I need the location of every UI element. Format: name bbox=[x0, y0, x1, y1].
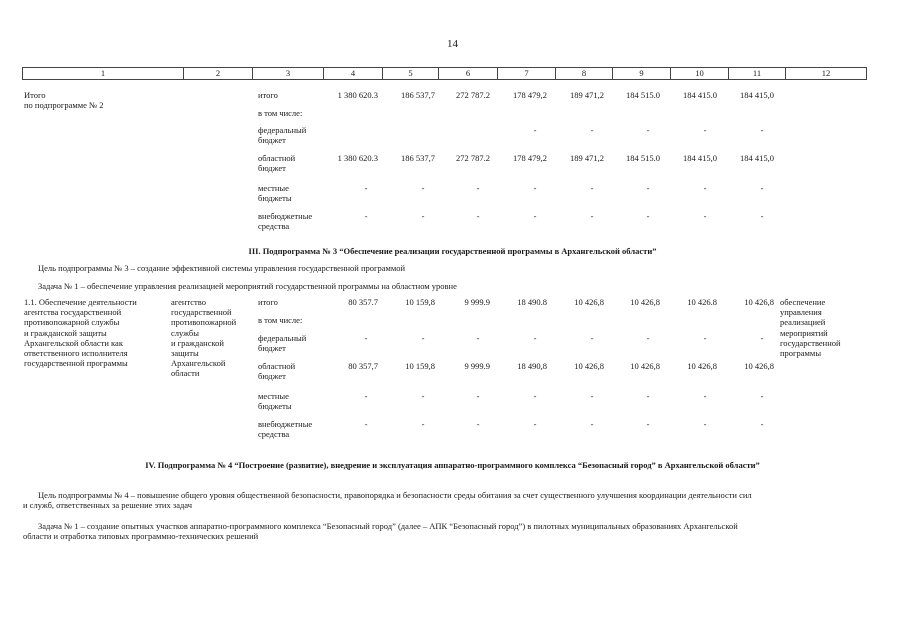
value-cell: 10 159,8 bbox=[405, 297, 435, 307]
value-cell: 18 490.8 bbox=[517, 297, 547, 307]
value-cell: 10 426,8 bbox=[687, 361, 717, 371]
responsible-executor: государственной bbox=[171, 307, 232, 318]
value-cell: - bbox=[703, 419, 707, 429]
expected-result: управления bbox=[780, 307, 822, 318]
row-label: бюджеты bbox=[258, 401, 292, 411]
value-cell: 10 159,8 bbox=[405, 361, 435, 371]
subprogram-4-goal-line-1: Цель подпрограммы № 4 – повышение общего уровня общественной безопасности, правопорядка и безопасности среды обитания за счет существенного улучшения координации деятельности сил bbox=[38, 490, 752, 500]
row-label: в том числе: bbox=[258, 108, 303, 118]
responsible-executor: защиты bbox=[171, 348, 199, 358]
value-cell: - bbox=[703, 333, 707, 343]
value-cell: 184 415.0 bbox=[683, 90, 717, 100]
value-cell: - bbox=[533, 391, 537, 401]
expected-result: обеспечение bbox=[780, 297, 826, 307]
activity-name: ответственного исполнителя bbox=[24, 348, 128, 358]
subprogram-4-goal-line-2: и служб, ответственных за решение этих задач bbox=[23, 500, 193, 510]
subprogram-3-heading: III. Подпрограмма № 3 “Обеспечение реализации государственной программы в Архангельской области” bbox=[248, 246, 657, 256]
value-cell: 184 415,0 bbox=[740, 90, 774, 100]
activity-name: государственной программы bbox=[24, 358, 128, 369]
value-cell: 189 471,2 bbox=[570, 153, 604, 163]
column-number-11: 11 bbox=[729, 68, 786, 80]
value-cell: - bbox=[533, 419, 537, 429]
responsible-executor: и гражданской bbox=[171, 337, 224, 348]
value-cell: 178 479,2 bbox=[513, 153, 547, 163]
column-number-9: 9 bbox=[613, 68, 671, 80]
value-cell: - bbox=[476, 211, 480, 221]
value-cell: - bbox=[364, 183, 368, 193]
value-cell: 80 357.7 bbox=[348, 297, 378, 307]
value-cell: - bbox=[364, 333, 368, 343]
row-label: в том числе: bbox=[258, 315, 303, 325]
value-cell: - bbox=[364, 419, 368, 429]
column-number-2: 2 bbox=[184, 68, 253, 80]
value-cell: - bbox=[703, 183, 707, 193]
value-cell: - bbox=[476, 183, 480, 193]
value-cell: 184 415,0 bbox=[683, 153, 717, 163]
row-label: бюджет bbox=[258, 135, 286, 145]
column-number-3: 3 bbox=[253, 68, 324, 80]
column-number-8: 8 bbox=[556, 68, 613, 80]
value-cell: - bbox=[533, 333, 537, 343]
value-cell: - bbox=[590, 125, 594, 135]
value-cell: - bbox=[421, 333, 425, 343]
row-label: внебюджетные bbox=[258, 211, 313, 221]
value-cell: - bbox=[760, 125, 764, 135]
value-cell: 10 426,8 bbox=[630, 361, 660, 371]
value-cell: - bbox=[760, 333, 764, 343]
value-cell: - bbox=[760, 419, 764, 429]
value-cell: 9 999.9 bbox=[464, 361, 490, 371]
expected-result: государственной bbox=[780, 337, 841, 348]
value-cell: - bbox=[703, 211, 707, 221]
value-cell: 10 426,8 bbox=[744, 361, 774, 371]
value-cell: - bbox=[646, 183, 650, 193]
subprogram-3-goal: Цель подпрограммы № 3 – создание эффективной системы управления государственной программой bbox=[38, 263, 406, 273]
column-number-header bbox=[22, 67, 867, 80]
row-label: бюджет bbox=[258, 371, 286, 381]
row-label: внебюджетные bbox=[258, 419, 313, 429]
expected-result: мероприятий bbox=[780, 327, 828, 338]
value-cell: 184 515.0 bbox=[626, 153, 660, 163]
value-cell: - bbox=[421, 211, 425, 221]
responsible-executor: Архангельской bbox=[171, 358, 226, 369]
value-cell: - bbox=[533, 125, 537, 135]
value-cell: 1 380 620.3 bbox=[337, 153, 378, 163]
column-number-6: 6 bbox=[439, 68, 498, 80]
value-cell: - bbox=[476, 333, 480, 343]
total-label: Итого bbox=[24, 90, 46, 100]
value-cell: - bbox=[533, 211, 537, 221]
value-cell: - bbox=[421, 183, 425, 193]
value-cell: - bbox=[590, 183, 594, 193]
value-cell: 184 515.0 bbox=[626, 90, 660, 100]
value-cell: - bbox=[533, 183, 537, 193]
value-cell: - bbox=[646, 211, 650, 221]
total-label-subprogram: по подпрограмме № 2 bbox=[24, 100, 104, 110]
value-cell: 80 357,7 bbox=[348, 361, 378, 371]
activity-name: и гражданской защиты bbox=[24, 327, 107, 338]
row-label: федеральный bbox=[258, 125, 307, 135]
value-cell: - bbox=[476, 419, 480, 429]
column-number-12: 12 bbox=[786, 68, 867, 80]
value-cell: 10 426.8 bbox=[687, 297, 717, 307]
row-label: средства bbox=[258, 221, 290, 231]
row-label: областной bbox=[258, 153, 296, 163]
row-label: местные bbox=[258, 183, 289, 193]
value-cell: - bbox=[476, 391, 480, 401]
value-cell: - bbox=[646, 333, 650, 343]
value-cell: 10 426,8 bbox=[574, 297, 604, 307]
column-number-10: 10 bbox=[671, 68, 729, 80]
value-cell: 186 537,7 bbox=[401, 90, 435, 100]
value-cell: 272 787.2 bbox=[456, 90, 490, 100]
subprogram-3-task: Задача № 1 – обеспечение управления реализацией мероприятий государственной программы на областном уровне bbox=[38, 281, 457, 291]
value-cell: 18 490,8 bbox=[517, 361, 547, 371]
value-cell: - bbox=[590, 211, 594, 221]
value-cell: 178 479,2 bbox=[513, 90, 547, 100]
row-label: федеральный bbox=[258, 333, 307, 343]
value-cell: 9 999.9 bbox=[464, 297, 490, 307]
responsible-executor: агентство bbox=[171, 297, 206, 307]
value-cell: - bbox=[646, 125, 650, 135]
value-cell: - bbox=[760, 391, 764, 401]
activity-name: противопожарной службы bbox=[24, 317, 120, 328]
value-cell: 272 787.2 bbox=[456, 153, 490, 163]
expected-result: программы bbox=[780, 348, 822, 358]
value-cell: - bbox=[590, 333, 594, 343]
value-cell: 10 426,8 bbox=[744, 297, 774, 307]
value-cell: 10 426,8 bbox=[574, 361, 604, 371]
page-number: 14 bbox=[447, 38, 458, 50]
row-label: областной bbox=[258, 361, 296, 371]
row-label: бюджет bbox=[258, 343, 286, 353]
value-cell: 10 426,8 bbox=[630, 297, 660, 307]
value-cell: 1 380 620.3 bbox=[337, 90, 378, 100]
row-label: бюджеты bbox=[258, 193, 292, 203]
responsible-executor: службы bbox=[171, 327, 199, 338]
value-cell: - bbox=[590, 391, 594, 401]
column-number-7: 7 bbox=[498, 68, 556, 80]
row-label: средства bbox=[258, 429, 290, 439]
column-number-4: 4 bbox=[324, 68, 383, 80]
row-label: местные bbox=[258, 391, 289, 401]
value-cell: - bbox=[760, 183, 764, 193]
value-cell: - bbox=[421, 391, 425, 401]
activity-name: агентства государственной bbox=[24, 307, 122, 318]
value-cell: - bbox=[646, 391, 650, 401]
value-cell: - bbox=[646, 419, 650, 429]
value-cell: 186 537,7 bbox=[401, 153, 435, 163]
value-cell: - bbox=[590, 419, 594, 429]
value-cell: - bbox=[703, 125, 707, 135]
value-cell: - bbox=[364, 391, 368, 401]
subprogram-4-heading: IV. Подпрограмма № 4 “Построение (развитие), внедрение и эксплуатация аппаратно-программного комплекса “Безопасный город” в Архангельской области” bbox=[145, 460, 760, 470]
activity-name: Архангельской области как bbox=[24, 337, 123, 348]
expected-result: реализацией bbox=[780, 317, 826, 328]
value-cell: - bbox=[421, 419, 425, 429]
subprogram-4-task-line-2: области и отработка типовых программно-технических решений bbox=[23, 531, 259, 541]
subprogram-4-task-line-1: Задача № 1 – создание опытных участков аппаратно-программного комплекса “Безопасный город” (далее – АПК “Безопасный город”) в пилотных муниципальных образованиях Архангельской bbox=[38, 521, 738, 531]
value-cell: 189 471,2 bbox=[570, 90, 604, 100]
column-number-5: 5 bbox=[383, 68, 439, 80]
value-cell: - bbox=[364, 211, 368, 221]
value-cell: - bbox=[760, 211, 764, 221]
row-label: итого bbox=[258, 90, 278, 100]
responsible-executor: области bbox=[171, 368, 200, 379]
value-cell: - bbox=[703, 391, 707, 401]
activity-name: 1.1. Обеспечение деятельности bbox=[24, 297, 137, 307]
row-label: бюджет bbox=[258, 163, 286, 173]
responsible-executor: противопожарной bbox=[171, 317, 237, 328]
row-label: итого bbox=[258, 297, 278, 307]
value-cell: 184 415,0 bbox=[740, 153, 774, 163]
column-number-1: 1 bbox=[23, 68, 184, 80]
